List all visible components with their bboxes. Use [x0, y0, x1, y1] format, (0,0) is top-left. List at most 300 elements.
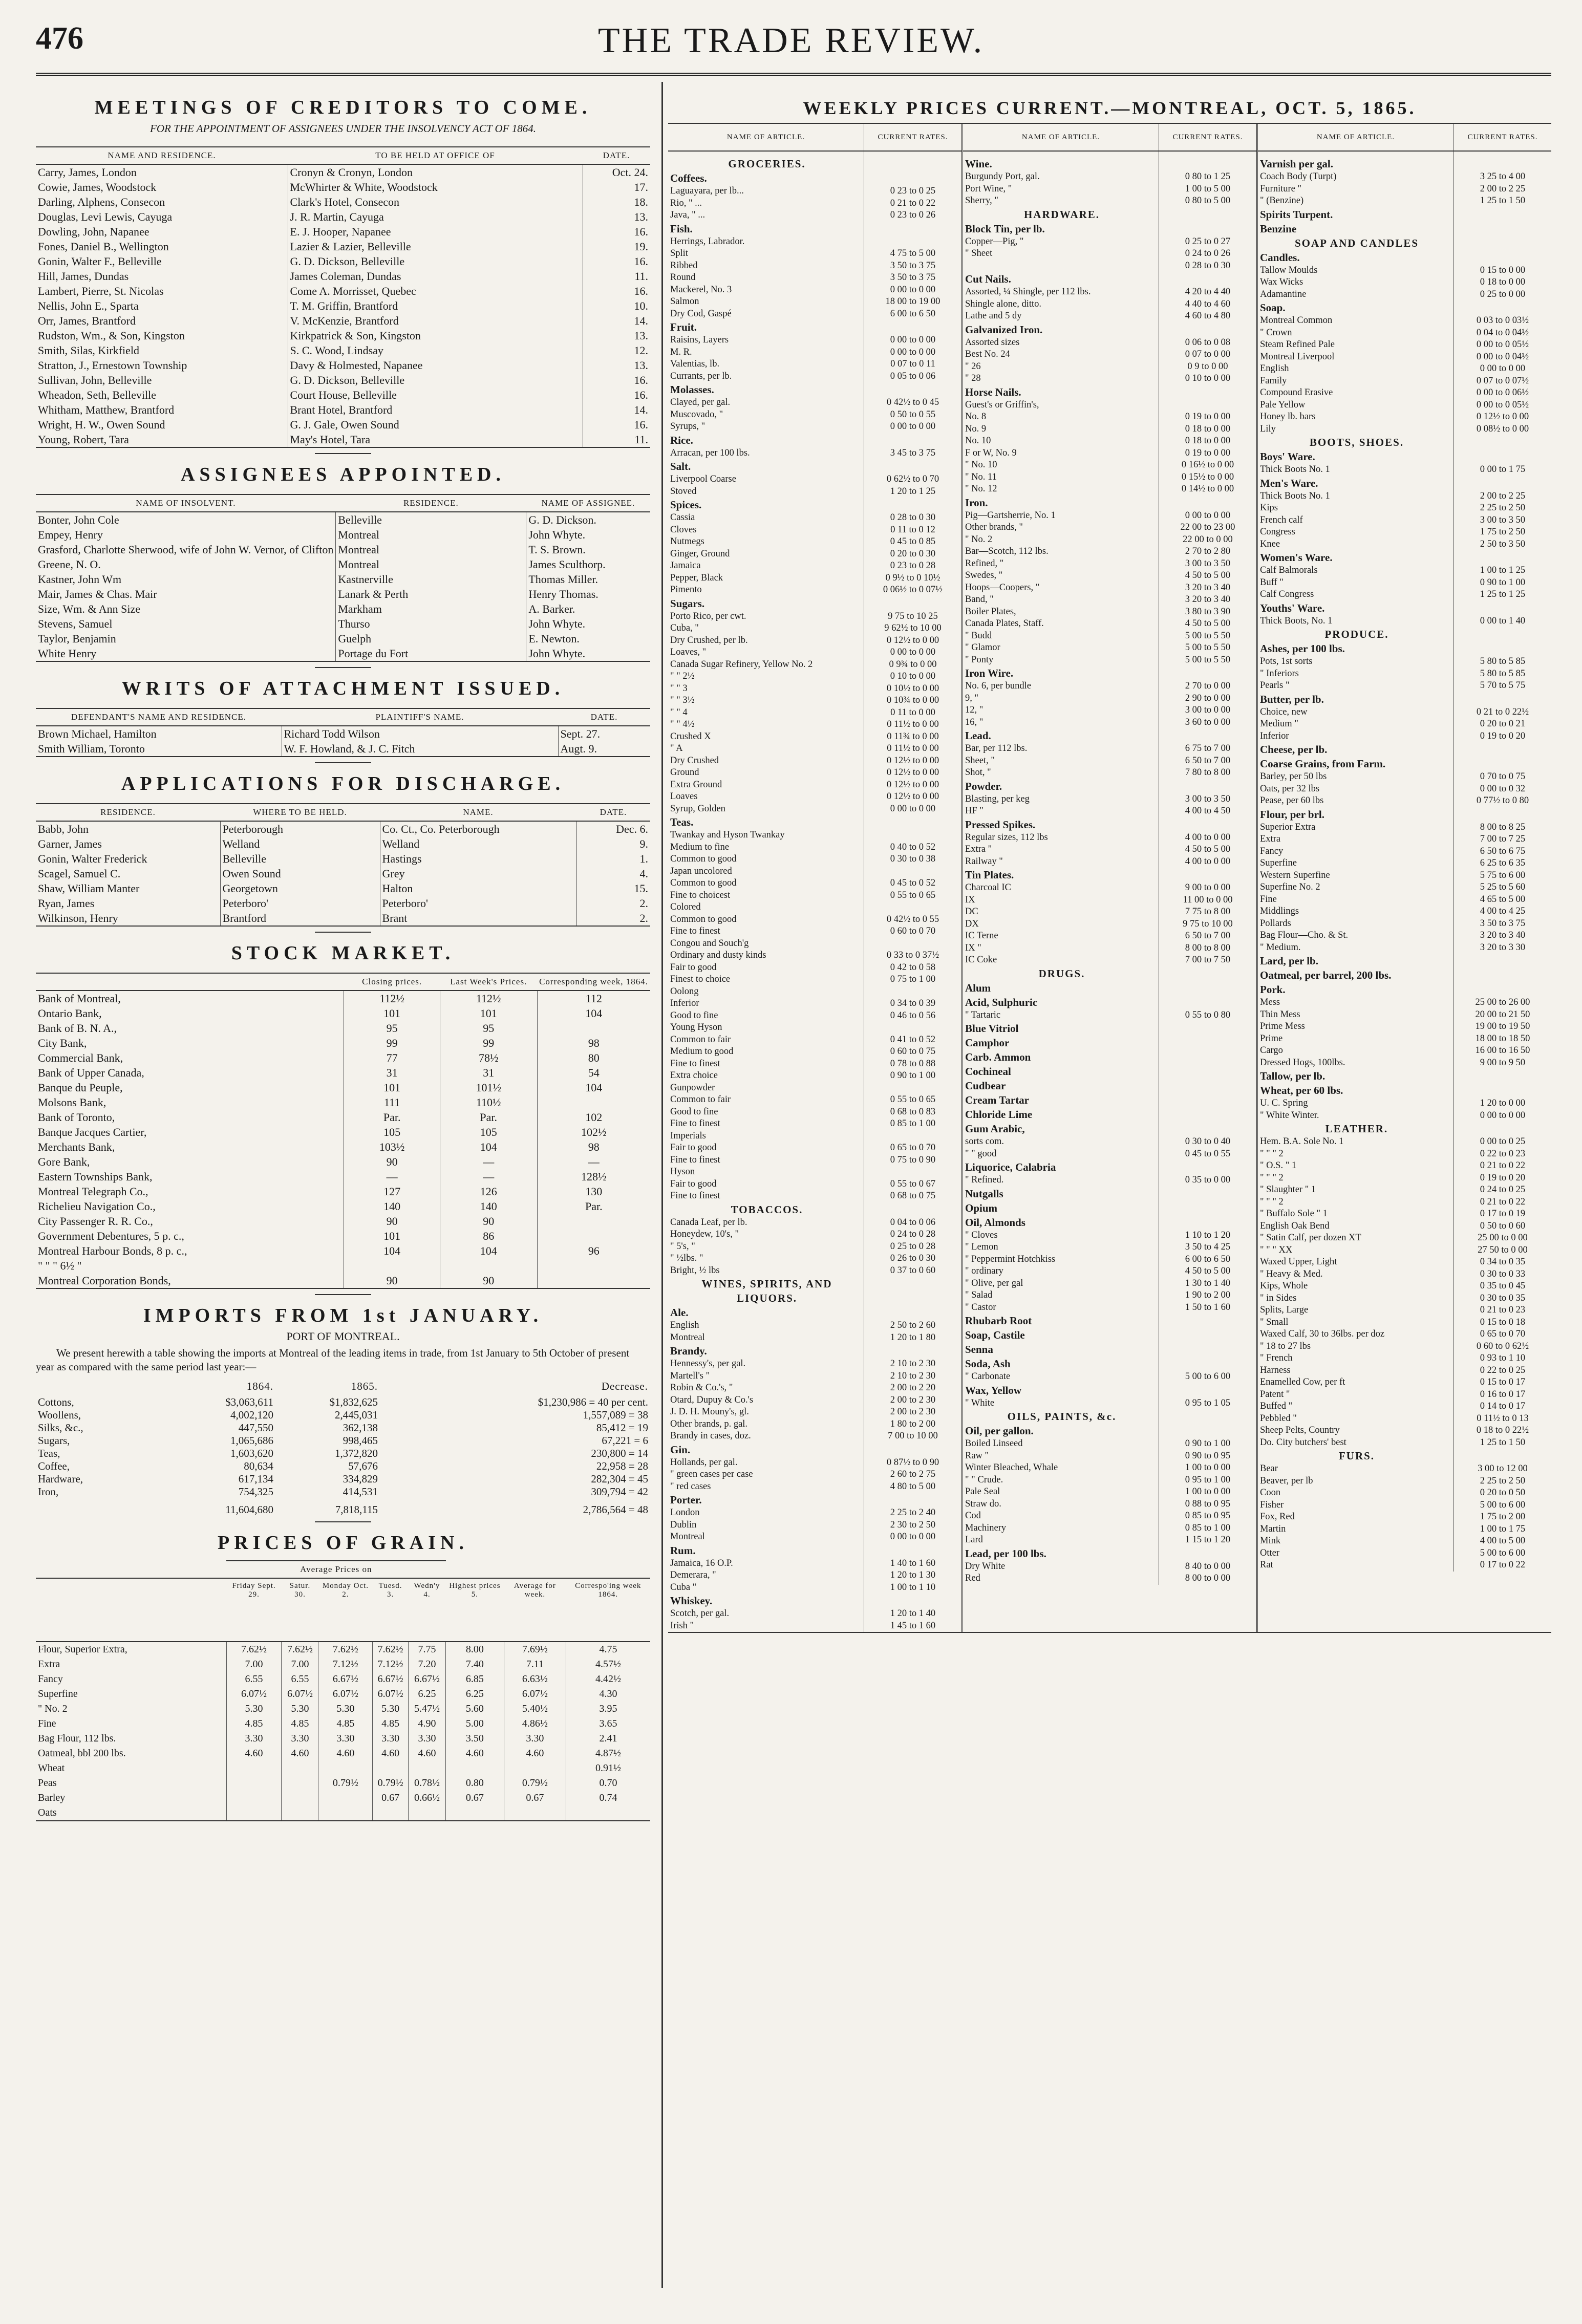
table-cell: 3.30	[504, 1731, 566, 1746]
article-name: Colored	[668, 901, 864, 914]
table-cell: 7.20	[408, 1657, 445, 1672]
table-cell: Montreal	[336, 527, 526, 542]
current-rate: 0 25 to 0 00	[1480, 289, 1526, 299]
section-rule	[315, 762, 371, 763]
price-row	[668, 1507, 961, 1519]
article-name: Arracan, per 100 lbs.	[668, 447, 864, 460]
article-name: " " 3½	[668, 695, 864, 707]
category-heading: Rum.	[668, 1543, 864, 1558]
article-name: Swedes, "	[963, 570, 1159, 582]
current-rate: 0 65 to 0 70	[890, 1143, 936, 1153]
header-rule	[36, 73, 1551, 76]
current-rate: 3 00 to 0 00	[1185, 705, 1231, 715]
price-row	[963, 1450, 1256, 1462]
table-cell: Peas	[36, 1776, 226, 1791]
table-cell: Garner, James	[36, 836, 220, 851]
price-row	[963, 1289, 1256, 1302]
table-cell: Brant	[380, 911, 576, 926]
current-rate: 0 33 to 0 37½	[886, 950, 939, 960]
table-cell: 16.	[634, 225, 648, 238]
table-cell: 6.55	[282, 1672, 318, 1687]
article-name: Red	[963, 1573, 1159, 1585]
price-row	[668, 296, 961, 308]
article-name: Thick Boots, No. 1	[1258, 615, 1454, 628]
price-row	[668, 1320, 961, 1332]
article-name: Fine to choicest	[668, 890, 864, 902]
column-header: Closing prices.	[344, 973, 440, 991]
article-name: Hollands, per gal.	[668, 1457, 864, 1469]
article-name: Machinery	[963, 1522, 1159, 1535]
article-name: Ginger, Ground	[668, 548, 864, 561]
table-cell: 1,065,686	[230, 1434, 273, 1447]
article-name: Pots, 1st sorts	[1258, 656, 1454, 668]
table-cell: John Whyte.	[528, 617, 586, 630]
table-cell: 126	[440, 1184, 537, 1199]
article-name: Other brands, "	[963, 522, 1159, 534]
current-rate: 0 65 to 0 70	[1480, 1329, 1526, 1339]
price-row	[963, 534, 1256, 546]
table-cell: 14.	[634, 403, 648, 416]
article-name: Best No. 24	[963, 349, 1159, 361]
current-rate: 1 00 to 0 00	[1185, 1487, 1231, 1497]
price-row	[1258, 183, 1551, 196]
current-rate: 0 46 to 0 56	[890, 1010, 936, 1021]
price-row	[1258, 1293, 1551, 1305]
table-cell: Rudston, Wm., & Son, Kingston	[36, 328, 288, 343]
table-cell: 6.63½	[504, 1672, 566, 1687]
table-cell: Bonter, John Cole	[36, 512, 336, 527]
article-name: Cuba, "	[668, 622, 864, 635]
table-cell: Young, Robert, Tara	[36, 432, 288, 447]
price-row	[668, 572, 961, 585]
article-name: " Cloves	[963, 1230, 1159, 1242]
current-rate: 0 18 to 0 00	[1480, 277, 1526, 287]
table-cell	[537, 1095, 650, 1110]
table-cell: Kastnerville	[336, 572, 526, 587]
table-cell: Oct. 24.	[612, 166, 648, 179]
article-name: " " 2½	[668, 671, 864, 683]
table-cell: Carry, James, London	[36, 164, 288, 180]
price-row	[668, 1022, 961, 1034]
article-name: Buff "	[1258, 577, 1454, 589]
table-cell: Montreal	[336, 542, 526, 557]
article-name: " Carbonate	[963, 1371, 1159, 1383]
table-cell: J. R. Martin, Cayuga	[288, 209, 583, 224]
price-row	[1258, 1280, 1551, 1293]
table-row	[36, 164, 650, 180]
table-cell: Cronyn & Cronyn, London	[288, 164, 583, 180]
price-row	[1258, 833, 1551, 846]
current-rate: 4 00 to 4 50	[1185, 806, 1231, 816]
column-divider	[661, 82, 663, 2288]
table-cell: 90	[440, 1273, 537, 1288]
current-rate	[1159, 399, 1256, 412]
table-cell: 1,372,820	[335, 1447, 378, 1459]
table-cell: 101	[440, 1006, 537, 1021]
category-heading: Acid, Sulphuric	[963, 995, 1159, 1009]
article-name: Other brands, p. gal.	[668, 1418, 864, 1431]
table-cell: 3.30	[226, 1731, 282, 1746]
table-cell: Kastner, John Wm	[36, 572, 336, 587]
article-name: Enamelled Cow, per ft	[1258, 1376, 1454, 1389]
table-cell: T. S. Brown.	[528, 543, 586, 556]
writs-section	[36, 677, 650, 757]
table-cell: 54	[588, 1066, 600, 1079]
article-name: Pebbled "	[1258, 1413, 1454, 1425]
article-name: Irish "	[668, 1620, 864, 1632]
current-rate: 0 07 to 0 00	[1185, 349, 1231, 359]
price-row	[1258, 411, 1551, 423]
category-heading: Youths' Ware.	[1258, 601, 1454, 615]
category-heading: Ashes, per 100 lbs.	[1258, 641, 1454, 656]
table-row	[36, 1409, 650, 1422]
current-rate: 0 60 to 0 75	[890, 1046, 936, 1057]
current-rate: 8 00 to 0 00	[1185, 1573, 1231, 1583]
current-rate: 0 19 to 0 00	[1185, 447, 1231, 458]
current-rate: 1 25 to 1 50	[1480, 1437, 1526, 1448]
price-row	[1258, 387, 1551, 399]
table-cell: 104	[440, 1139, 537, 1154]
table-cell	[408, 1805, 445, 1821]
article-name: Refined, "	[963, 558, 1159, 570]
table-cell: 8.00	[446, 1642, 504, 1657]
table-cell: 112½	[440, 991, 537, 1006]
current-rate: 1 15 to 1 20	[1185, 1535, 1231, 1545]
current-rate: 1 80 to 2 00	[890, 1418, 936, 1429]
table-cell: 5.60	[446, 1702, 504, 1716]
table-cell: Guelph	[336, 631, 526, 646]
weekly-prices-table	[668, 123, 1551, 1633]
article-name: Stoved	[668, 486, 864, 498]
price-row	[668, 248, 961, 260]
category-heading: Pork.	[1258, 982, 1454, 997]
current-rate: 0 19 to 0 20	[1480, 1172, 1526, 1183]
price-row	[668, 611, 961, 623]
table-cell: 5.30	[282, 1702, 318, 1716]
table-cell: Greene, N. O.	[36, 557, 336, 572]
category-heading: Sugars.	[668, 596, 864, 611]
grain-rows	[36, 1642, 650, 1821]
price-row	[963, 183, 1256, 196]
table-cell: E. Newton.	[528, 632, 580, 645]
category-heading: Cochineal	[963, 1064, 1159, 1079]
current-rate: 0 06 to 0 08	[1185, 337, 1231, 348]
table-row	[36, 1642, 650, 1657]
article-name: " A	[668, 743, 864, 755]
stock-table	[36, 973, 650, 1289]
table-cell: 16.	[634, 418, 648, 431]
article-name: Congou and Souch'g	[668, 938, 864, 950]
table-row	[36, 195, 650, 209]
table-row	[36, 572, 650, 587]
table-row	[36, 557, 650, 572]
price-row	[668, 853, 961, 866]
article-name: " 18 to 27 lbs	[1258, 1341, 1454, 1353]
article-name: Cargo	[1258, 1045, 1454, 1057]
price-row	[963, 693, 1256, 705]
article-name: Pale Yellow	[1258, 399, 1454, 412]
price-row	[1258, 857, 1551, 870]
price-row	[668, 1332, 961, 1344]
table-cell: 1.	[639, 852, 648, 865]
price-row	[668, 866, 961, 878]
price-row	[963, 298, 1256, 311]
price-row	[1258, 1389, 1551, 1401]
price-row	[1258, 1425, 1551, 1437]
article-name: Lathe and 5 dy	[963, 310, 1159, 322]
price-row	[668, 1217, 961, 1229]
table-cell	[373, 1805, 408, 1821]
table-cell: 4.30	[599, 1688, 617, 1699]
price-row	[1258, 526, 1551, 539]
table-cell: Kirkpatrick & Son, Kingston	[288, 328, 583, 343]
current-rate: 0 21 to 0 22½	[1476, 706, 1529, 717]
current-rate: 27 50 to 0 00	[1478, 1244, 1528, 1255]
current-rate: 0 55 to 0 80	[1185, 1009, 1231, 1020]
current-rate: 0 00 to 0 00	[890, 803, 936, 814]
table-cell: Extra	[36, 1657, 226, 1672]
current-rate: 0 12½ to 0 00	[886, 791, 939, 802]
current-rate: 0 85 to 1 00	[1185, 1522, 1231, 1533]
category-heading: Soap, Castile	[963, 1328, 1159, 1342]
column-header: Corresponding week, 1864.	[537, 973, 650, 991]
article-name: " Budd	[963, 630, 1159, 642]
article-name: Superfine	[1258, 857, 1454, 870]
price-row	[1258, 615, 1551, 628]
table-cell: Welland	[380, 836, 576, 851]
table-cell: 6.07½	[226, 1687, 282, 1702]
current-rate: 1 30 to 1 40	[1185, 1278, 1231, 1288]
price-row	[668, 486, 961, 498]
rates-header: CURRENT RATES.	[1172, 133, 1243, 141]
table-cell: 3.50	[446, 1731, 504, 1746]
table-cell: Flour, Superior Extra,	[36, 1642, 226, 1657]
article-name	[963, 260, 1159, 272]
current-rate: 4 40 to 4 60	[1185, 298, 1231, 309]
table-cell: 4.60	[446, 1746, 504, 1761]
category-heading: Powder.	[963, 779, 1159, 793]
article-name: Tallow Moulds	[1258, 265, 1454, 277]
table-cell	[344, 1258, 440, 1273]
table-row	[36, 328, 650, 343]
current-rate	[864, 901, 961, 914]
current-rate: 0 20 to 0 30	[890, 548, 936, 559]
price-row	[1258, 942, 1551, 954]
price-row	[963, 1438, 1256, 1450]
table-row	[36, 1229, 650, 1243]
table-cell: Teas,	[38, 1447, 60, 1459]
price-row	[1258, 577, 1551, 589]
table-cell	[226, 1805, 282, 1821]
table-row	[36, 1006, 650, 1021]
table-cell: 3.30	[318, 1731, 373, 1746]
current-rate: 4 65 to 5 00	[1480, 894, 1526, 905]
table-cell: 130	[585, 1185, 603, 1198]
table-cell: Scagel, Samuel C.	[36, 866, 220, 881]
current-rate: 2 25 to 2 40	[890, 1508, 936, 1518]
current-rate: 0 95 to 1 00	[1185, 1474, 1231, 1485]
price-row	[963, 654, 1256, 666]
category-heading: Iron.	[963, 496, 1159, 510]
article-name: Regular sizes, 112 lbs	[963, 832, 1159, 844]
table-cell: 4.57½	[595, 1659, 622, 1670]
article-name: Common to good	[668, 853, 864, 866]
category-heading: Whiskey.	[668, 1594, 864, 1608]
article-name: Rat	[1258, 1559, 1454, 1572]
table-cell: 80,634	[244, 1460, 273, 1472]
table-cell: Smith William, Toronto	[36, 741, 282, 757]
table-row	[36, 1702, 650, 1716]
imports-subtitle: PORT OF MONTREAL.	[286, 1330, 400, 1343]
discharge-header-row	[36, 804, 650, 821]
table-cell: Grey	[380, 866, 576, 881]
current-rate: 7 00 to 10 00	[888, 1431, 938, 1441]
category-heading: Rhubarb Root	[963, 1314, 1159, 1328]
price-row	[963, 558, 1256, 570]
table-cell: 16.	[634, 255, 648, 268]
current-rate: 3 60 to 0 00	[1185, 717, 1231, 727]
table-row	[36, 1080, 650, 1095]
table-cell	[537, 1021, 650, 1036]
current-rate: 0 00 to 0 00	[1480, 1110, 1526, 1121]
table-cell: Cowie, James, Woodstock	[36, 180, 288, 195]
article-name: " red cases	[668, 1481, 864, 1493]
price-row	[963, 195, 1256, 207]
price-row	[1258, 1021, 1551, 1033]
current-rate: 6 50 to 6 75	[1480, 846, 1526, 856]
category-heading: Porter.	[668, 1493, 864, 1507]
category-heading: Gum Arabic,	[963, 1122, 1159, 1136]
price-row	[668, 334, 961, 347]
price-row	[1258, 718, 1551, 730]
current-rate: 0 22 to 0 23	[1480, 1148, 1526, 1159]
price-row	[1258, 1045, 1551, 1057]
table-cell: 0.70	[599, 1777, 617, 1789]
article-name: " green cases per case	[668, 1469, 864, 1481]
table-cell: 19.	[634, 240, 648, 253]
table-row	[36, 1036, 650, 1050]
price-row	[1258, 589, 1551, 601]
current-rate: 25 00 to 0 00	[1478, 1233, 1528, 1243]
current-rate: 4 00 to 4 25	[1480, 906, 1526, 916]
table-row	[36, 417, 650, 432]
article-name: Java, " ...	[668, 209, 864, 222]
table-cell: 112	[585, 992, 602, 1005]
current-rate: 0 00 to 0 00	[1480, 363, 1526, 374]
article-name: Fine to finest	[668, 1154, 864, 1167]
table-cell: 5.30	[226, 1702, 282, 1716]
current-rate: 0 12½ to 0 00	[886, 767, 939, 778]
price-row	[963, 1241, 1256, 1254]
current-rate: 4 50 to 5 00	[1185, 1266, 1231, 1276]
table-cell: 4.60	[408, 1746, 445, 1761]
price-row	[963, 1498, 1256, 1511]
article-name: Medium "	[1258, 718, 1454, 730]
current-rate: 0 15 to 0 17	[1480, 1377, 1526, 1387]
current-rate: 0 60 to 0 70	[890, 926, 936, 936]
current-rate: 0 75 to 1 00	[890, 974, 936, 984]
table-cell: $3,063,611	[225, 1396, 273, 1408]
price-row	[668, 962, 961, 974]
current-rate: 0 90 to 1 00	[1185, 1438, 1231, 1449]
article-name: " Salad	[963, 1289, 1159, 1302]
price-row	[963, 856, 1256, 868]
price-row	[1258, 399, 1551, 412]
section-rule	[315, 1294, 371, 1295]
table-cell	[566, 1805, 650, 1821]
current-rate: 8 40 to 0 00	[1185, 1561, 1231, 1572]
current-rate: 0 87½ to 0 90	[886, 1457, 939, 1468]
table-cell: 31	[344, 1065, 440, 1080]
price-row	[668, 1582, 961, 1594]
current-rate: 2 25 to 2 50	[1480, 503, 1526, 513]
price-row	[963, 717, 1256, 729]
assignees-header-row	[36, 494, 650, 512]
price-row	[1258, 1401, 1551, 1413]
price-row	[1258, 171, 1551, 183]
price-row	[668, 791, 961, 803]
category-heading: Cream Tartar	[963, 1093, 1159, 1107]
table-cell: 102½	[581, 1126, 607, 1138]
table-cell: 4.60	[282, 1746, 318, 1761]
table-cell: 14.	[634, 314, 648, 327]
current-rate: 2 10 to 2 30	[890, 1359, 936, 1369]
table-cell: Portage du Fort	[336, 646, 526, 661]
table-cell: James Coleman, Dundas	[288, 269, 583, 284]
price-row	[668, 877, 961, 890]
category-heading: Tin Plates.	[963, 868, 1159, 882]
category-heading: Spirits Turpent.	[1258, 207, 1454, 222]
category-heading: Camphor	[963, 1036, 1159, 1050]
column-header: RESIDENCE.	[36, 804, 220, 821]
imports-header-row	[36, 1377, 650, 1396]
article-name: Assorted sizes	[963, 337, 1159, 349]
table-cell	[36, 1498, 171, 1516]
article-name: " " 4	[668, 707, 864, 719]
category-heading: SOAP AND CANDLES	[1258, 236, 1454, 250]
article-name: Fox, Red	[1258, 1511, 1454, 1523]
writs-header-row	[36, 708, 650, 726]
table-row	[36, 587, 650, 601]
table-cell: 4.	[639, 867, 648, 880]
table-cell	[226, 1761, 282, 1776]
article-name: Lily	[1258, 423, 1454, 436]
price-row	[963, 423, 1256, 436]
category-heading: Candles.	[1258, 250, 1454, 265]
current-rate: 1 45 to 1 60	[890, 1620, 936, 1631]
current-rate: 5 00 to 6 00	[1185, 1371, 1231, 1382]
current-rate: 3 50 to 3 75	[890, 260, 936, 271]
table-cell: 11.	[634, 270, 648, 283]
current-rate: 0 20 to 0 50	[1480, 1488, 1526, 1498]
article-name: " " good	[963, 1148, 1159, 1160]
price-row	[668, 284, 961, 296]
table-row	[36, 1460, 650, 1473]
article-name: " " " 2	[1258, 1148, 1454, 1160]
table-cell: 57,676	[348, 1460, 378, 1472]
category-heading: Molasses.	[668, 382, 864, 397]
price-row	[963, 793, 1256, 806]
table-cell: Hastings	[380, 851, 576, 866]
article-name: " Satin Calf, per dozen XT	[1258, 1232, 1454, 1244]
price-row	[1258, 1487, 1551, 1499]
current-rate: 25 00 to 26 00	[1475, 997, 1530, 1007]
grain-blank-head	[36, 1561, 226, 1578]
article-name: IC Coke	[963, 954, 1159, 966]
current-rate: 0 10¾ to 0 00	[886, 695, 939, 705]
current-rate: 22 00 to 0 00	[1183, 534, 1233, 545]
price-row	[668, 260, 961, 272]
